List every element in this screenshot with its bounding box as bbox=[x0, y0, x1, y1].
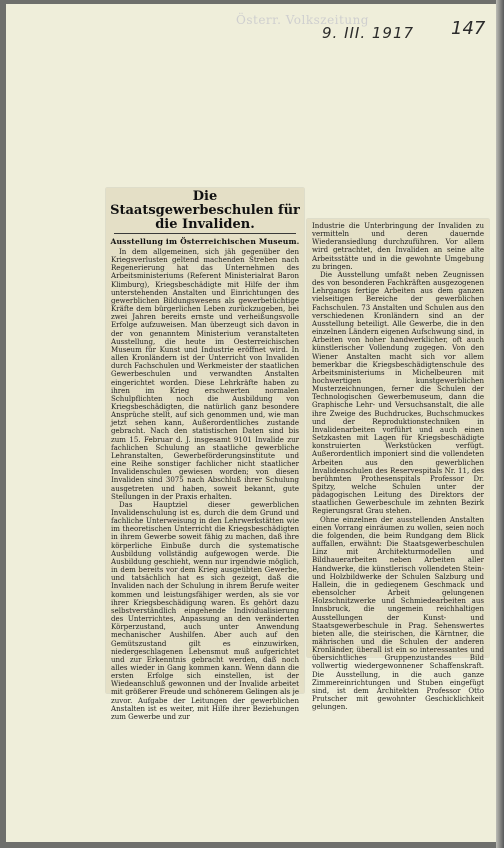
article-subheadline: Ausstellung im Österreichischen Museum. bbox=[110, 237, 300, 246]
paragraph: In dem allgemeinen, sich jäh gegenüber den Kriegsverlusten geltend machenden Streben nach Regenerierung hat das Unternehmen des Arbeitsministeriums (Referent Ministerialrat Baron Klimburg), Kriegsbeschädigte mit Hilfe der ihm unterstehenden Anstalten und Einrichtungen des gewerblichen Bildungswesens als gewerbetüchtige Kräfte dem bürgerlichen Leben zurückzugeben, bei zwei Jahren bereits ernste und verheißungsvolle Erfolge aufzuweisen. Man überzeugt sich davon in der von genanntem Ministerium veranstalteten Ausstellung, die heute im Oesterreichischen Museum für Kunst und Industrie eröffnet wird. In allen Kronländern ist der Unterricht von Invaliden durch Fachschulen und Werkmeister der staatlichen Gewerbeschulen und verwandten Anstalten eingerichtet worden. Diese Lehrkräfte haben zu ihren im Krieg erschwerten normalen Schulpflichten noch die Ausbildung von Kriegsbeschädigten, die natürlich ganz besondere Ansprüche stellt, auf sich genommen und, wie man jetzt sehen kann, Außerordentliches zustande gebracht. Nach den statistischen Daten sind bis zum 15. Februar d. J. insgesamt 9101 Invalide zur fachlichen Schulung an staatliche gewerbliche Lehranstalten, Gewerbeförderungsinstitute und eine Reihe sonstiger fachlicher nicht staatlicher Invalidenschulen gewiesen worden; von diesen Invaliden sind 3075 nach Abschluß ihrer Schulung ausgetreten und haben, soweit bekannt, gute Stellungen in der Praxis erhalten. bbox=[111, 247, 299, 501]
sheet-edge-shadow bbox=[496, 0, 504, 848]
right-column-body bbox=[312, 222, 484, 711]
article-headline: Die Staatsgewerbeschulen für die Invaliden. bbox=[110, 189, 300, 232]
headline-rule bbox=[114, 233, 296, 234]
paragraph: Industrie die Unterbringung der Invaliden zu vermitteln und deren dauernde Wiederansiedlung durchzuführen. Vor allem wird getrachtet, den Invaliden an seine alte Arbeitsstätte und in die gewohnte Umgebung zu bringen. bbox=[312, 221, 484, 271]
paragraph: Die Ausstellung umfaßt neben Zeugnissen des von besonderen Fachkräften ausgezogenen Lehrgangs fertige Arbeiten aus dem ganzen vielseitigen Bereiche der gewerblichen Fachschulen. 73 Anstalten und Schulen aus den verschiedenen Kronländern sind an der Ausstellung beteiligt. Alle Gewerbe, die in den einzelnen Ländern eigenen Aufschwung sind, in Arbeiten von hoher handwerklicher, oft auch künstlerischer Vollendung zugegen. Von den Wiener Anstalten macht sich vor allem bemerkbar die Kriegsbeschädigtenschule des Arbeitsministeriums in Michelbeuren mit hochwertigen kunstgewerblichen Musterzeichnungen, ferner die Schulen der Technologischen Gewerbemuseum, dann die Graphische Lehr- und Versuchsanstalt, die alle ihre Zweige des Buchdruckes, Buchschmuckes und der Reproduktionstechniken in Invalidenarbeiten vorführt und auch einen Setzkasten mit Lagen für Kriegsbeschädigte konstruierten Werkstücken verfügt. Außerordentlich imponiert sind die vollendeten Arbeiten aus den gewerblichen Invalidenschulen des Reservespitals Nr. 11, des berühmten Prothesenspitals Professor Dr. Spitzy, welche Schulen unter der pädagogischen Leitung des Direktors der staatlichen Gewerbeschule im zehnten Bezirk Regierungsrat Grau stehen. bbox=[312, 269, 484, 516]
handwritten-date: 9. III. 1917 bbox=[322, 24, 415, 42]
clipping-right-column bbox=[307, 219, 489, 712]
newspaper-source-stamp: Österr. Volkszeitung bbox=[236, 13, 369, 27]
paragraph: Ohne einzelnen der ausstellenden Anstalten einen Vorrang einräumen zu wollen, seien noch die folgenden, die beim Rundgang dem Blick auffallen, erwähnt: Die Staatsgewerbeschulen Linz mit Architekturmodellen und Bildhauerarbeiten neben Arbeiten aller Handwerke, die künstlerisch vollendeten Stein- und Holzbildwerke der Schulen Salzburg und Hallein, die in gediegenem Geschmack und ebensolcher Arbeit gelungenen Holzschnitzwerke und Schmiedearbeiten aus Innsbruck, die ungemein reichhaltigen Ausstellungen der Kunst- und Staatsgewerbeschule in Prag. Sehenswertes bieten alle, die steirischen, die Kärntner, die mährischen und die Schulen der anderen Kronländer, überall ist ein so interessantes und übersichtliches Gruppenzustandes Bild vollwertig wiedergewonnener Schaffenskraft. Die Ausstellung, in die auch ganze Zimmereinrichtungen und Stuben eingefügt sind, ist dem Architekten Professor Otto Prutscher mit gewohnter Geschicklichkeit gelungen. bbox=[312, 514, 484, 712]
handwritten-page-number: 147 bbox=[451, 18, 486, 39]
left-column-body bbox=[111, 248, 299, 721]
paragraph: Das Hauptziel dieser gewerblichen Invalidenschulung ist es, durch die dem Grund und fachliche Unterweisung in den Lehrwerkstätten wie im theoretischen Unterricht die Kriegsbeschädigten in ihrem Gewerbe soweit fähig zu machen, daß ihre körperliche Einbuße durch die systematische Ausbildung vollständig aufgewogen werde. Die Ausbildung geschieht, wenn nur irgendwie möglich, in dem bereits vor dem Krieg ausgeübten Gewerbe, und tatsächlich hat es sich gezeigt, daß die Invaliden nach der Schulung in ihrem Berufe weiter kommen und leistungsfähiger werden, als sie vor ihrer Kriegsbeschädigung waren. Es gehört dazu selbstverständlich eingehende Individualisierung des Unterrichtes, Anpassung an den veränderten Körperzustand, auch unter Anwendung mechanischer Aushilfen. Aber auch auf den Gemütszustand gilt es einzuwirken, niedergeschlagenen Lebensmut muß aufgerichtet und zur Erkenntnis gebracht werden, daß noch alles wieder in Gang kommen kann. Wenn dann die ersten Erfolge sich einstellen, ist der Wiedeanschluß gewonnen und der Invalide arbeitet mit größerer Freude und schönerem Gelingen als je zuvor. Aufgabe der Leitungen der gewerblichen Anstalten ist es weiter, mit Hilfe ihrer Beziehungen zum Gewerbe und zur bbox=[111, 499, 299, 721]
clipping-left-column bbox=[106, 188, 304, 721]
